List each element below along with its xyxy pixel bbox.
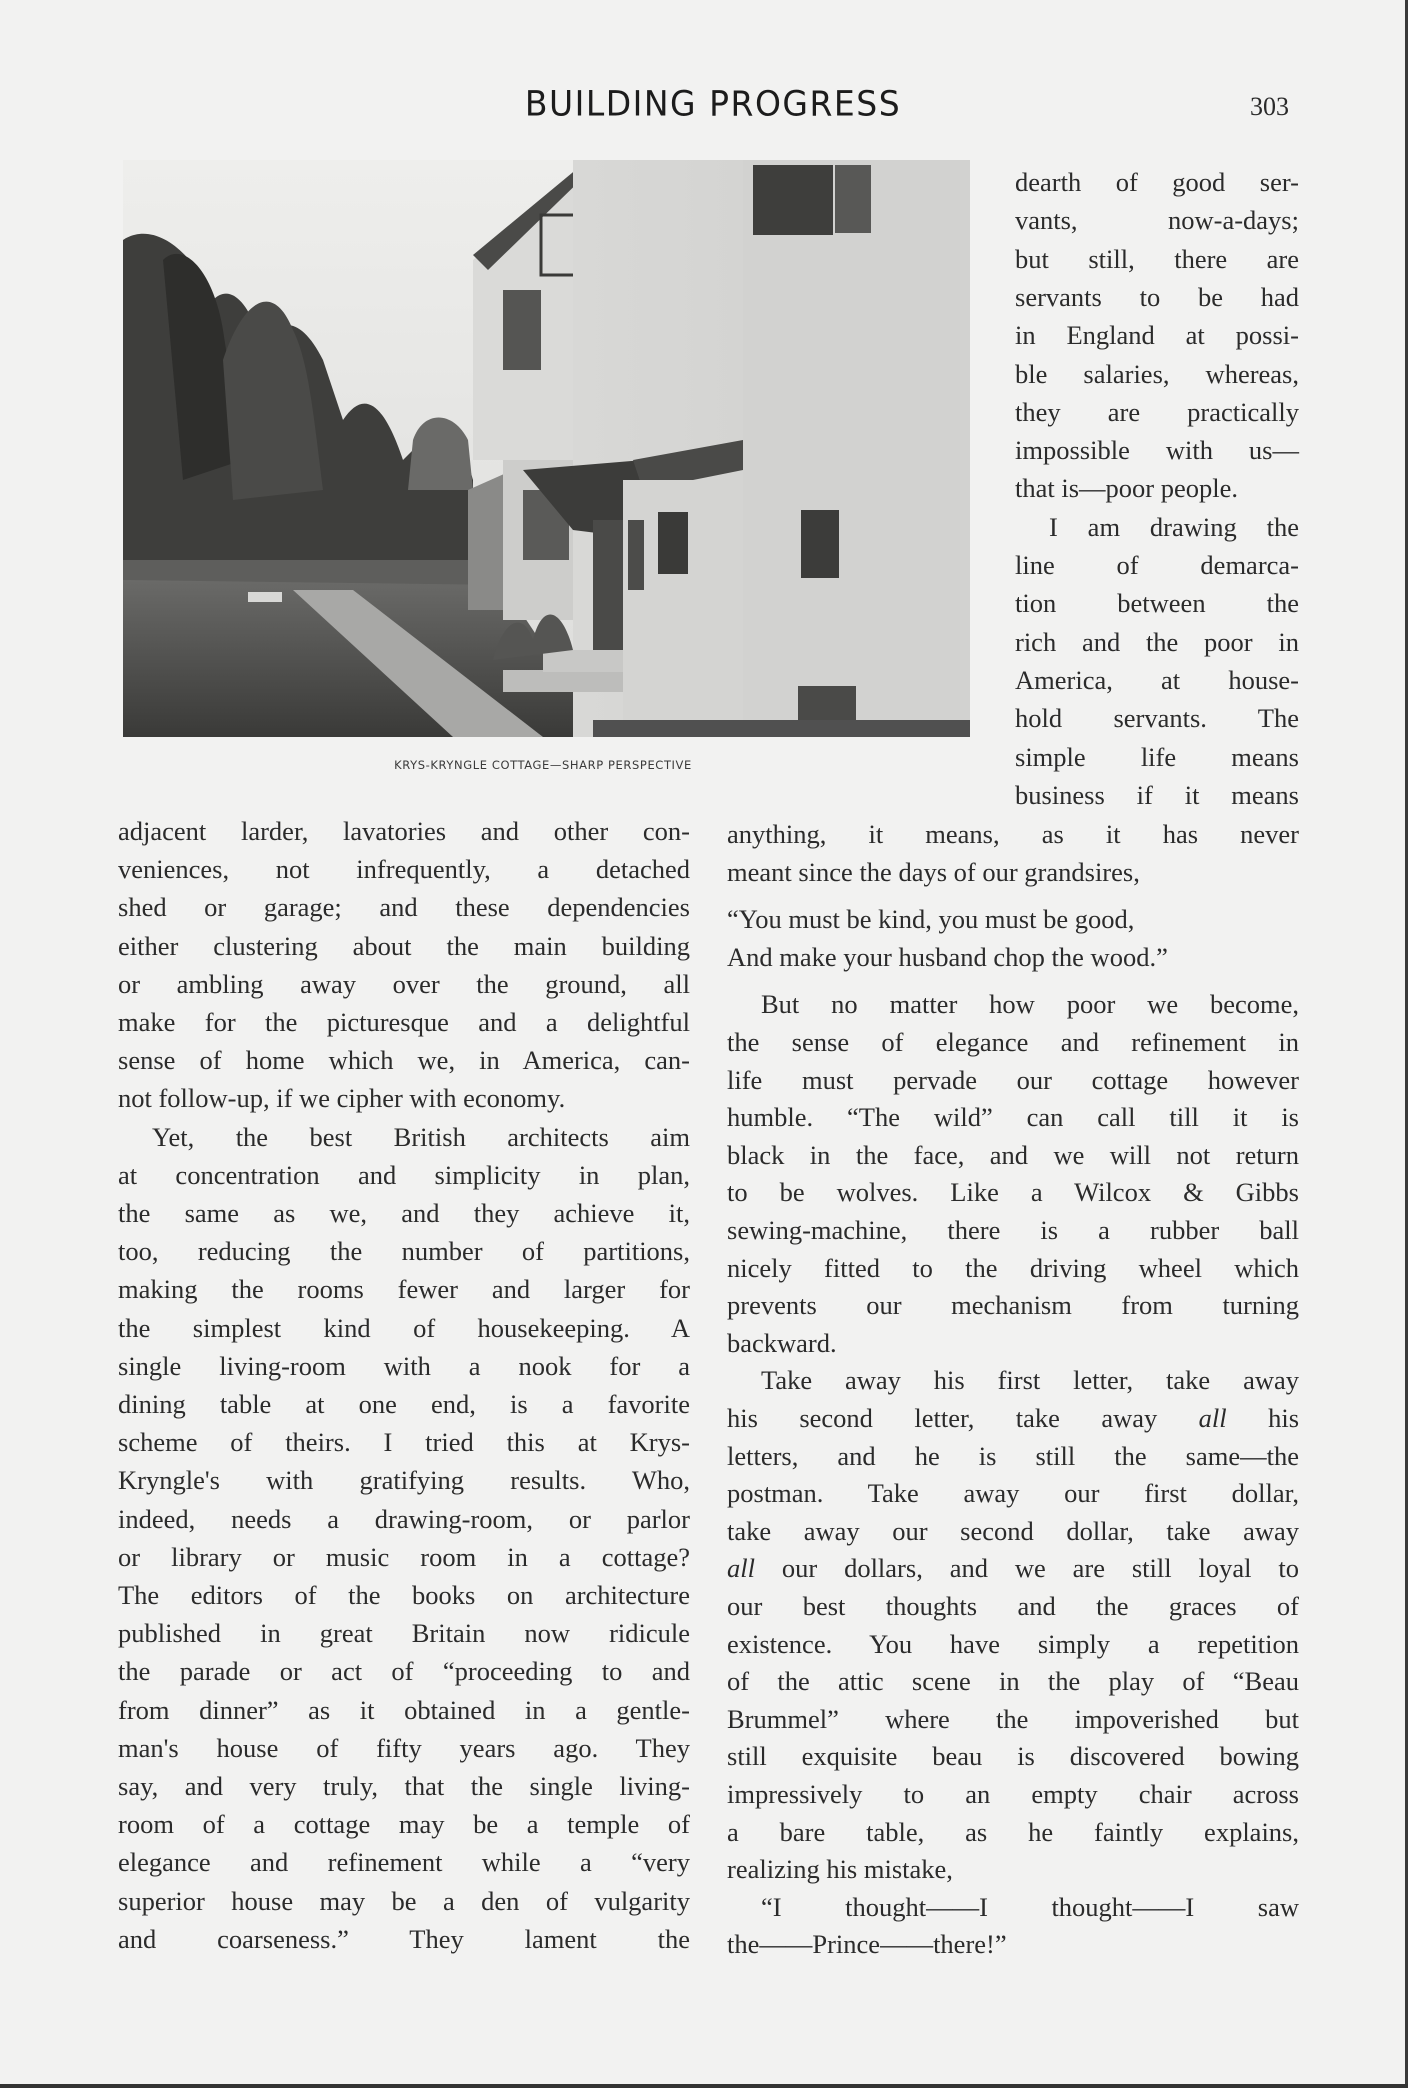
text-line: making the rooms fewer and larger for [118,1274,690,1305]
text-line: backward. [727,1327,837,1358]
text-line: man's house of fifty years ago. They [118,1732,690,1763]
text-line: prevents our mechanism from turning [727,1290,1299,1321]
text-line: impossible with us— [1015,435,1299,466]
text-line: from dinner” as it obtained in a gentle- [118,1694,690,1725]
photo-illustration [123,160,970,737]
text-line: dining table at one end, is a favorite [118,1389,690,1419]
text-line: our best thoughts and the graces of [727,1591,1299,1621]
text-line: the——Prince——there!” [727,1929,1007,1960]
text-line: The editors of the books on architecture [118,1580,690,1610]
text-line: superior house may be a den of vulgarity [118,1885,690,1916]
text-line: room of a cottage may be a temple of [118,1809,690,1840]
text-line: single living-room with a nook for a [118,1350,690,1381]
text-line: the sense of elegance and refinement in [727,1027,1299,1057]
text-line: make for the picturesque and a delightful [118,1007,690,1037]
text-line: take away our second dollar, take away [727,1515,1299,1546]
text-line: too, reducing the number of partitions, [118,1236,690,1267]
text-line: servants to be had [1015,281,1299,312]
text-line: still exquisite beau is discovered bowing [727,1741,1299,1772]
italic-emphasis: all [727,1553,755,1584]
text-line: existence. You have simply a repetition [727,1628,1299,1659]
photo-caption: KRYS-KRYNGLE COTTAGE—SHARP PERSPECTIVE [394,758,692,772]
text-line: meant since the days of our grandsires, [727,856,1140,887]
page-number: 303 [1250,92,1289,121]
text-line: nicely fitted to the driving wheel which [727,1252,1299,1283]
text-line: rich and the poor in [1015,626,1299,657]
text-line: But no matter how poor we become, [761,989,1299,1020]
text-line: humble. “The wild” can call till it is [727,1102,1299,1133]
text-line: life must pervade our cottage however [727,1064,1299,1095]
text-line: at concentration and simplicity in plan, [118,1159,690,1190]
text-line: published in great Britain now ridicule [118,1618,690,1649]
text-line: indeed, needs a drawing-room, or parlor [118,1503,690,1534]
text-line: dearth of good ser- [1015,167,1299,197]
cottage-photograph [123,160,970,737]
text-line: that is—poor people. [1015,473,1238,504]
page-edge-bottom [0,2084,1408,2088]
text-line: America, at house- [1015,664,1299,695]
text-line: veniences, not infrequently, a detached [118,854,690,885]
text-line: line of demarca- [1015,550,1299,580]
text-line: letters, and he is still the same—the [727,1440,1299,1471]
text-line: of the attic scene in the play of “Beau [727,1666,1299,1697]
text-line: I am drawing the [1049,511,1299,542]
text-line: impressively to an empty chair across [727,1779,1299,1809]
text-line: or ambling away over the ground, all [118,968,690,999]
text-line: black in the face, and we will not return [727,1139,1299,1170]
text-line: shed or garage; and these dependencies [118,892,690,923]
text-line: the same as we, and they achieve it, [118,1198,690,1228]
text-line: sense of home which we, in America, can- [118,1045,690,1076]
text-line: not follow-up, if we cipher with economy. [118,1083,566,1114]
text-line: and coarseness.” They lament the [118,1923,690,1954]
text-line: all our dollars, and we are still loyal to [727,1553,1299,1584]
text-line: Take away his first letter, take away [761,1365,1299,1396]
text-line: ble salaries, whereas, [1015,358,1299,389]
text-line: “You must be kind, you must be good, [727,904,1135,935]
text-line: adjacent larder, lavatories and other con- [118,816,690,846]
text-line: but still, there are [1015,243,1299,274]
text-line: anything, it means, as it has never [727,819,1299,849]
text-line: his second letter, take away all his [727,1403,1300,1433]
text-line: hold servants. The [1015,703,1299,734]
text-line: simple life means [1015,741,1299,772]
text-line: realizing his mistake, [727,1854,953,1885]
italic-emphasis: all [1198,1403,1227,1433]
text-line: the simplest kind of housekeeping. A [118,1312,690,1343]
text-line: or library or music room in a cottage? [118,1541,690,1572]
text-line: to be wolves. Like a Wilcox & Gibbs [727,1177,1299,1208]
text-line: postman. Take away our first dollar, [727,1478,1299,1509]
text-line: Brummel” where the impoverished but [727,1703,1299,1734]
text-line: either clustering about the main building [118,930,690,961]
text-line: they are practically [1015,396,1299,427]
text-line: the parade or act of “proceeding to and [118,1656,690,1687]
text-line: elegance and refinement while a “very [118,1847,690,1878]
running-head-title: BUILDING PROGRESS [524,83,902,124]
text-line: Yet, the best British architects aim [152,1121,690,1152]
text-line: Kryngle's with gratifying results. Who, [118,1465,690,1496]
text-line: say, and very truly, that the single living- [118,1771,690,1801]
text-line: tion between the [1015,588,1299,619]
text-line: “I thought——I thought——I saw [761,1891,1299,1922]
text-line: business if it means [1015,779,1299,810]
text-line: in England at possi- [1015,320,1299,351]
text-line: vants, now-a-days; [1015,205,1299,236]
text-line: a bare table, as he faintly explains, [727,1816,1299,1847]
text-line: And make your husband chop the wood.” [727,941,1168,972]
text-line: scheme of theirs. I tried this at Krys- [118,1427,690,1458]
text-line: sewing-machine, there is a rubber ball [727,1215,1299,1245]
